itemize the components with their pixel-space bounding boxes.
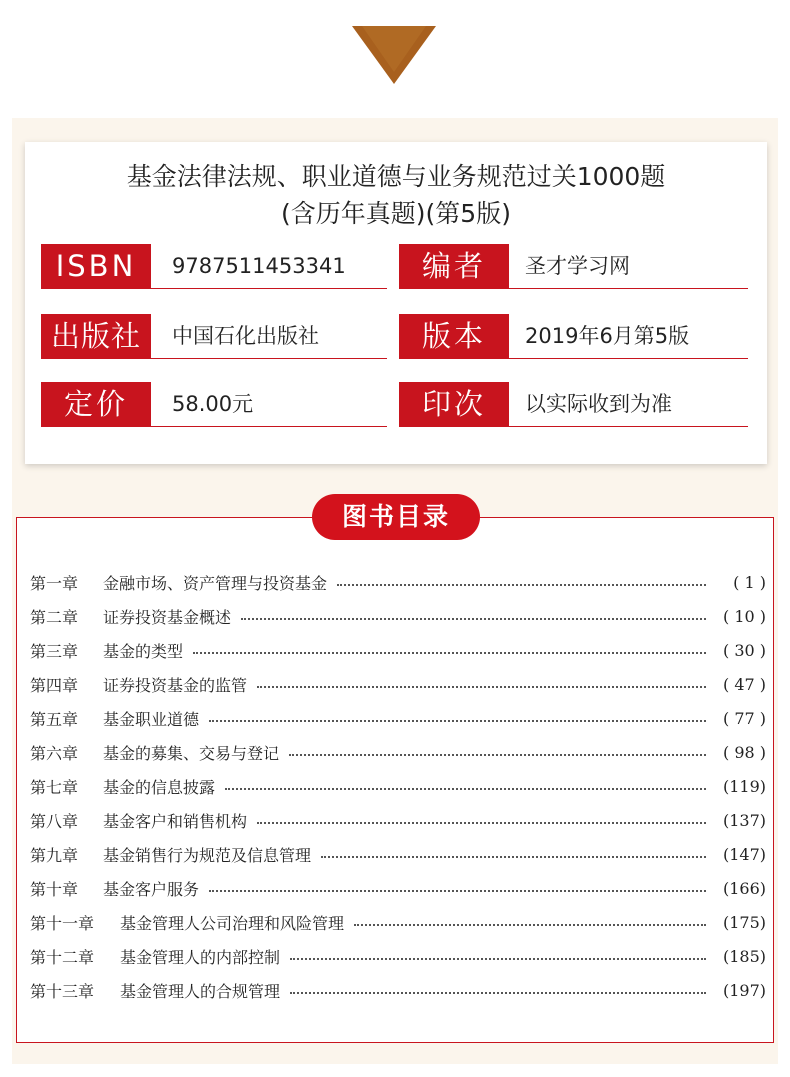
toc-chapter: 第九章 [30,845,79,865]
toc-title: 基金的类型 [103,641,184,661]
toc-title: 基金的信息披露 [103,777,216,797]
toc-page: ( 1 ) [733,572,766,592]
toc-leader-dots [337,584,706,586]
edition-field [399,314,748,359]
toc-title: 基金客户服务 [103,879,200,899]
toc-leader-dots [289,754,706,756]
toc-leader-dots [225,788,706,790]
toc-chapter: 第五章 [30,709,79,729]
toc-item [30,905,766,939]
toc-item [30,599,766,633]
toc-page: (175) [722,912,766,932]
toc-chapter: 第一章 [30,573,79,593]
toc-chapter: 第十章 [30,879,79,899]
price-field [41,382,387,427]
book-title-line-2: (含历年真题)(第5版) [281,199,511,228]
toc-title: 金融市场、资产管理与投资基金 [103,573,328,593]
toc-page: (166) [722,878,766,898]
toc-chapter: 第六章 [30,743,79,763]
toc-title: 基金的募集、交易与登记 [103,743,280,763]
toc-page: (147) [722,844,766,864]
toc-item [30,871,766,905]
toc-page: (185) [722,946,766,966]
toc-item [30,565,766,599]
toc-page: (119) [722,776,766,796]
toc-chapter: 第八章 [30,811,79,831]
toc-page: ( 77 ) [722,708,766,728]
toc-page: ( 98 ) [722,742,766,762]
isbn-field [41,244,387,289]
toc-leader-dots [241,618,706,620]
toc-leader-dots [193,652,706,654]
isbn-value: 9787511453341 [172,254,346,278]
editor-label: 编者 [399,244,509,288]
toc-chapter: 第十二章 [30,947,95,967]
toc-chapter: 第十一章 [30,913,95,933]
toc-chapter: 第四章 [30,675,79,695]
book-title [25,158,767,232]
toc-item [30,973,766,1007]
book-info-card [25,142,767,464]
toc-page: ( 47 ) [722,674,766,694]
toc-page: (137) [722,810,766,830]
toc-leader-dots [257,686,706,688]
toc-leader-dots [290,992,706,994]
toc-title: 基金职业道德 [103,709,200,729]
toc-chapter: 第十三章 [30,981,95,1001]
publisher-value: 中国石化出版社 [172,324,319,348]
toc-title: 基金管理人的合规管理 [120,981,281,1001]
toc-page: ( 10 ) [722,606,766,626]
toc-leader-dots [321,856,706,858]
editor-field [399,244,748,289]
toc-leader-dots [257,822,706,824]
edition-label: 版本 [399,314,509,358]
toc-page: ( 30 ) [722,640,766,660]
publisher-field [41,314,387,359]
edition-value: 2019年6月第5版 [525,324,690,348]
price-label: 定价 [41,382,151,426]
toc-chapter: 第三章 [30,641,79,661]
toc-item [30,735,766,769]
editor-value: 圣才学习网 [525,254,630,278]
book-title-line-1: 基金法律法规、职业道德与业务规范过关1000题 [126,162,666,191]
toc-title: 基金销售行为规范及信息管理 [103,845,312,865]
toc-title: 证券投资基金概述 [103,607,232,627]
toc-title: 证券投资基金的监管 [103,675,248,695]
printing-label: 印次 [399,382,509,426]
down-arrow-icon [352,26,436,86]
toc-item [30,939,766,973]
printing-value: 以实际收到为准 [525,392,672,416]
toc-chapter: 第七章 [30,777,79,797]
toc-leader-dots [354,924,706,926]
toc-title: 基金客户和销售机构 [103,811,248,831]
toc-item [30,633,766,667]
toc-item [30,667,766,701]
printing-field [399,382,748,427]
price-value: 58.00元 [172,392,254,416]
toc-heading: 图书目录 [312,494,480,540]
toc-leader-dots [209,890,706,892]
toc-leader-dots [209,720,706,722]
toc-item [30,701,766,735]
isbn-label: ISBN [41,244,151,288]
publisher-label: 出版社 [41,314,151,358]
toc-page: (197) [722,980,766,1000]
toc-item [30,769,766,803]
toc-leader-dots [290,958,706,960]
toc-title: 基金管理人的内部控制 [120,947,281,967]
toc-item [30,837,766,871]
toc-item [30,803,766,837]
toc-chapter: 第二章 [30,607,79,627]
toc-list [30,565,766,1007]
top-arrow-area [0,0,790,110]
toc-title: 基金管理人公司治理和风险管理 [120,913,345,933]
